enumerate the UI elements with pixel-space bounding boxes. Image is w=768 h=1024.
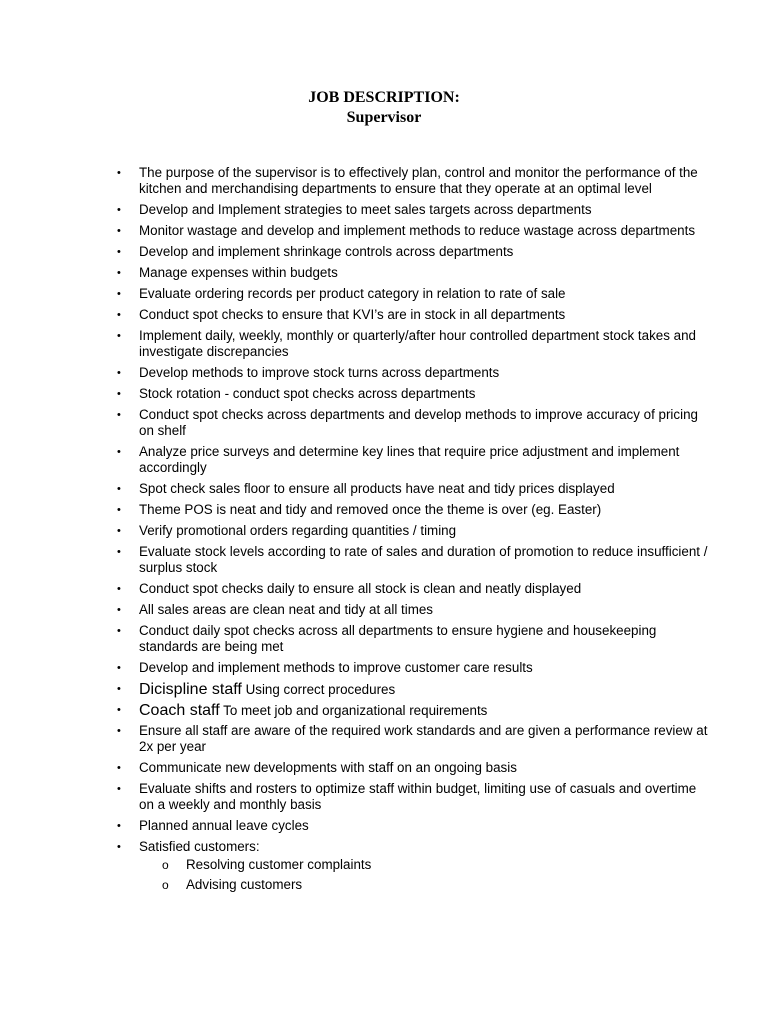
list-item-text: Ensure all staff are aware of the required work standards and are given a performance review at 2x per year xyxy=(139,723,708,754)
bullet-icon: • xyxy=(117,446,121,458)
bullet-icon: • xyxy=(117,725,121,737)
list-item-text: Theme POS is neat and tidy and removed once the theme is over (eg. Easter) xyxy=(139,502,602,517)
list-item xyxy=(0,386,768,402)
list-item xyxy=(0,223,768,239)
list-item-text: Planned annual leave cycles xyxy=(139,818,309,833)
list-item xyxy=(0,760,768,776)
bullet-icon: • xyxy=(117,504,121,516)
list-item xyxy=(0,523,768,539)
bullet-icon: • xyxy=(117,367,121,379)
list-item-text: Communicate new developments with staff on an ongoing basis xyxy=(139,760,517,775)
list-item-text: Evaluate stock levels according to rate of sales and duration of promotion to reduce insufficient / surplus stock xyxy=(139,544,708,575)
bullet-icon: • xyxy=(117,662,121,674)
bullet-icon: • xyxy=(117,225,121,237)
list-item-text: Develop and implement methods to improve customer care results xyxy=(139,660,533,675)
bullet-icon: • xyxy=(117,783,121,795)
list-item-text: Spot check sales floor to ensure all products have neat and tidy prices displayed xyxy=(139,481,615,496)
list-item xyxy=(0,781,768,813)
circle-bullet-icon: o xyxy=(162,878,169,892)
list-item-text: Analyze price surveys and determine key lines that require price adjustment and implement accordingly xyxy=(139,444,680,475)
list-item-text: Using correct procedures xyxy=(241,682,396,697)
list-item xyxy=(0,502,768,518)
bullet-icon: • xyxy=(117,625,121,637)
list-item xyxy=(0,444,768,476)
bullet-icon: • xyxy=(117,525,121,537)
list-item xyxy=(0,702,768,720)
list-item-text: Evaluate shifts and rosters to optimize staff within budget, limiting use of casuals and overtime on a weekly and monthly basis xyxy=(139,781,697,812)
list-item xyxy=(0,681,768,699)
list-item-text: The purpose of the supervisor is to effectively plan, control and monitor the performance of the kitchen and merchandising departments to ensure that they operate at an optimal level xyxy=(139,165,698,196)
list-item-text: Develop and Implement strategies to meet sales targets across departments xyxy=(139,202,592,217)
bullet-icon: • xyxy=(117,704,121,716)
list-item-text: Conduct daily spot checks across all departments to ensure hygiene and housekeeping standards are being met xyxy=(139,623,657,654)
list-item-text: All sales areas are clean neat and tidy at all times xyxy=(139,602,434,617)
sub-list-item-text: Resolving customer complaints xyxy=(186,857,372,872)
list-item-text: Develop and implement shrinkage controls across departments xyxy=(139,244,514,259)
list-item-text: Conduct spot checks to ensure that KVI’s are in stock in all departments xyxy=(139,307,566,322)
list-item xyxy=(0,328,768,360)
list-item-text: Conduct spot checks across departments and develop methods to improve accuracy of pricing on shelf xyxy=(139,407,698,438)
bullet-icon: • xyxy=(117,546,121,558)
document-title: JOB DESCRIPTION: xyxy=(308,89,460,106)
list-item-text: Develop methods to improve stock turns across departments xyxy=(139,365,500,380)
list-item xyxy=(0,544,768,576)
list-item-text: Satisfied customers: xyxy=(139,839,260,854)
bullet-icon: • xyxy=(117,604,121,616)
list-item-text: Evaluate ordering records per product category in relation to rate of sale xyxy=(139,286,566,301)
list-item xyxy=(0,365,768,381)
list-item xyxy=(0,265,768,281)
list-item xyxy=(0,165,768,197)
bullet-icon: • xyxy=(117,288,121,300)
list-item xyxy=(0,202,768,218)
sub-list-item-text: Advising customers xyxy=(186,877,303,892)
sub-list-item xyxy=(139,857,708,873)
document-subtitle: Supervisor xyxy=(346,109,422,126)
bullet-icon: • xyxy=(117,204,121,216)
list-item xyxy=(0,660,768,676)
bullet-icon: • xyxy=(117,309,121,321)
list-item xyxy=(0,839,768,893)
duties-list xyxy=(0,165,768,898)
list-item-text: Implement daily, weekly, monthly or quarterly/after hour controlled department stock takes and investigate discrepancies xyxy=(139,328,696,359)
bullet-icon: • xyxy=(117,483,121,495)
list-item xyxy=(0,581,768,597)
list-item xyxy=(0,307,768,323)
list-item-text: Verify promotional orders regarding quantities / timing xyxy=(139,523,457,538)
list-item xyxy=(0,723,768,755)
list-item-text: Conduct spot checks daily to ensure all stock is clean and neatly displayed xyxy=(139,581,582,596)
bullet-icon: • xyxy=(117,683,121,695)
list-item xyxy=(0,623,768,655)
bullet-icon: • xyxy=(117,246,121,258)
list-item-text: Stock rotation - conduct spot checks across departments xyxy=(139,386,476,401)
list-item-lead: Coach staff xyxy=(139,702,220,719)
list-item xyxy=(0,407,768,439)
list-item-text: To meet job and organizational requirements xyxy=(219,703,488,718)
bullet-icon: • xyxy=(117,388,121,400)
bullet-icon: • xyxy=(117,330,121,342)
list-item xyxy=(0,286,768,302)
bullet-icon: • xyxy=(117,267,121,279)
bullet-icon: • xyxy=(117,841,121,853)
bullet-icon: • xyxy=(117,167,121,179)
sub-list-item xyxy=(139,877,708,893)
list-item-text: Monitor wastage and develop and implement methods to reduce wastage across departments xyxy=(139,223,696,238)
list-item xyxy=(0,244,768,260)
bullet-icon: • xyxy=(117,820,121,832)
bullet-icon: • xyxy=(117,409,121,421)
list-item xyxy=(0,818,768,834)
bullet-icon: • xyxy=(117,583,121,595)
sub-list xyxy=(139,857,708,893)
list-item xyxy=(0,481,768,497)
list-item xyxy=(0,602,768,618)
circle-bullet-icon: o xyxy=(162,858,169,872)
list-item-text: Manage expenses within budgets xyxy=(139,265,338,280)
list-item-lead: Dicispline staff xyxy=(139,681,242,698)
bullet-icon: • xyxy=(117,762,121,774)
